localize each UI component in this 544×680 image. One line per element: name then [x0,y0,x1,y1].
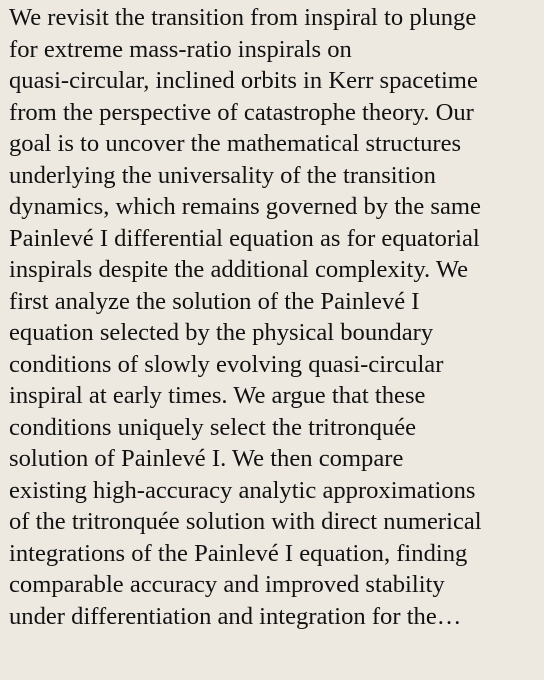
abstract-line: of the tritronquée solution with direct numerical [9,508,482,535]
abstract-line: under differentiation and integration for the… [9,602,462,630]
abstract-line: solution of Painlevé I. We then compare [9,445,404,472]
abstract-line: integrations of the Painlevé I equation, finding [9,539,468,567]
abstract-line: We revisit the transition from inspiral to plunge [9,4,477,31]
abstract-line: quasi-circular, inclined orbits in Kerr spacetime [9,67,478,94]
abstract-line: for extreme mass-ratio inspirals on [9,35,352,63]
abstract-line: goal is to uncover the mathematical structures [9,130,462,157]
abstract-line: conditions of slowly evolving quasi-circular [9,350,444,378]
abstract-text [9,2,541,632]
abstract-line: inspiral at early times. We argue that these [9,382,426,409]
abstract-line: conditions uniquely select the tritronquée [9,413,417,441]
abstract-line: Painlevé I differential equation as for equatorial [9,224,480,252]
abstract-line: underlying the universality of the transition [9,161,436,189]
abstract-line: from the perspective of catastrophe theory. Our [9,98,474,126]
abstract-line: existing high-accuracy analytic approximations [9,476,476,504]
abstract-line: first analyze the solution of the Painlevé I [9,287,420,315]
abstract-line: inspirals despite the additional complexity. We [9,256,469,283]
abstract-line: comparable accuracy and improved stability [9,571,445,598]
abstract-line: dynamics, which remains governed by the same [9,193,481,220]
abstract-line: equation selected by the physical boundary [9,319,434,346]
